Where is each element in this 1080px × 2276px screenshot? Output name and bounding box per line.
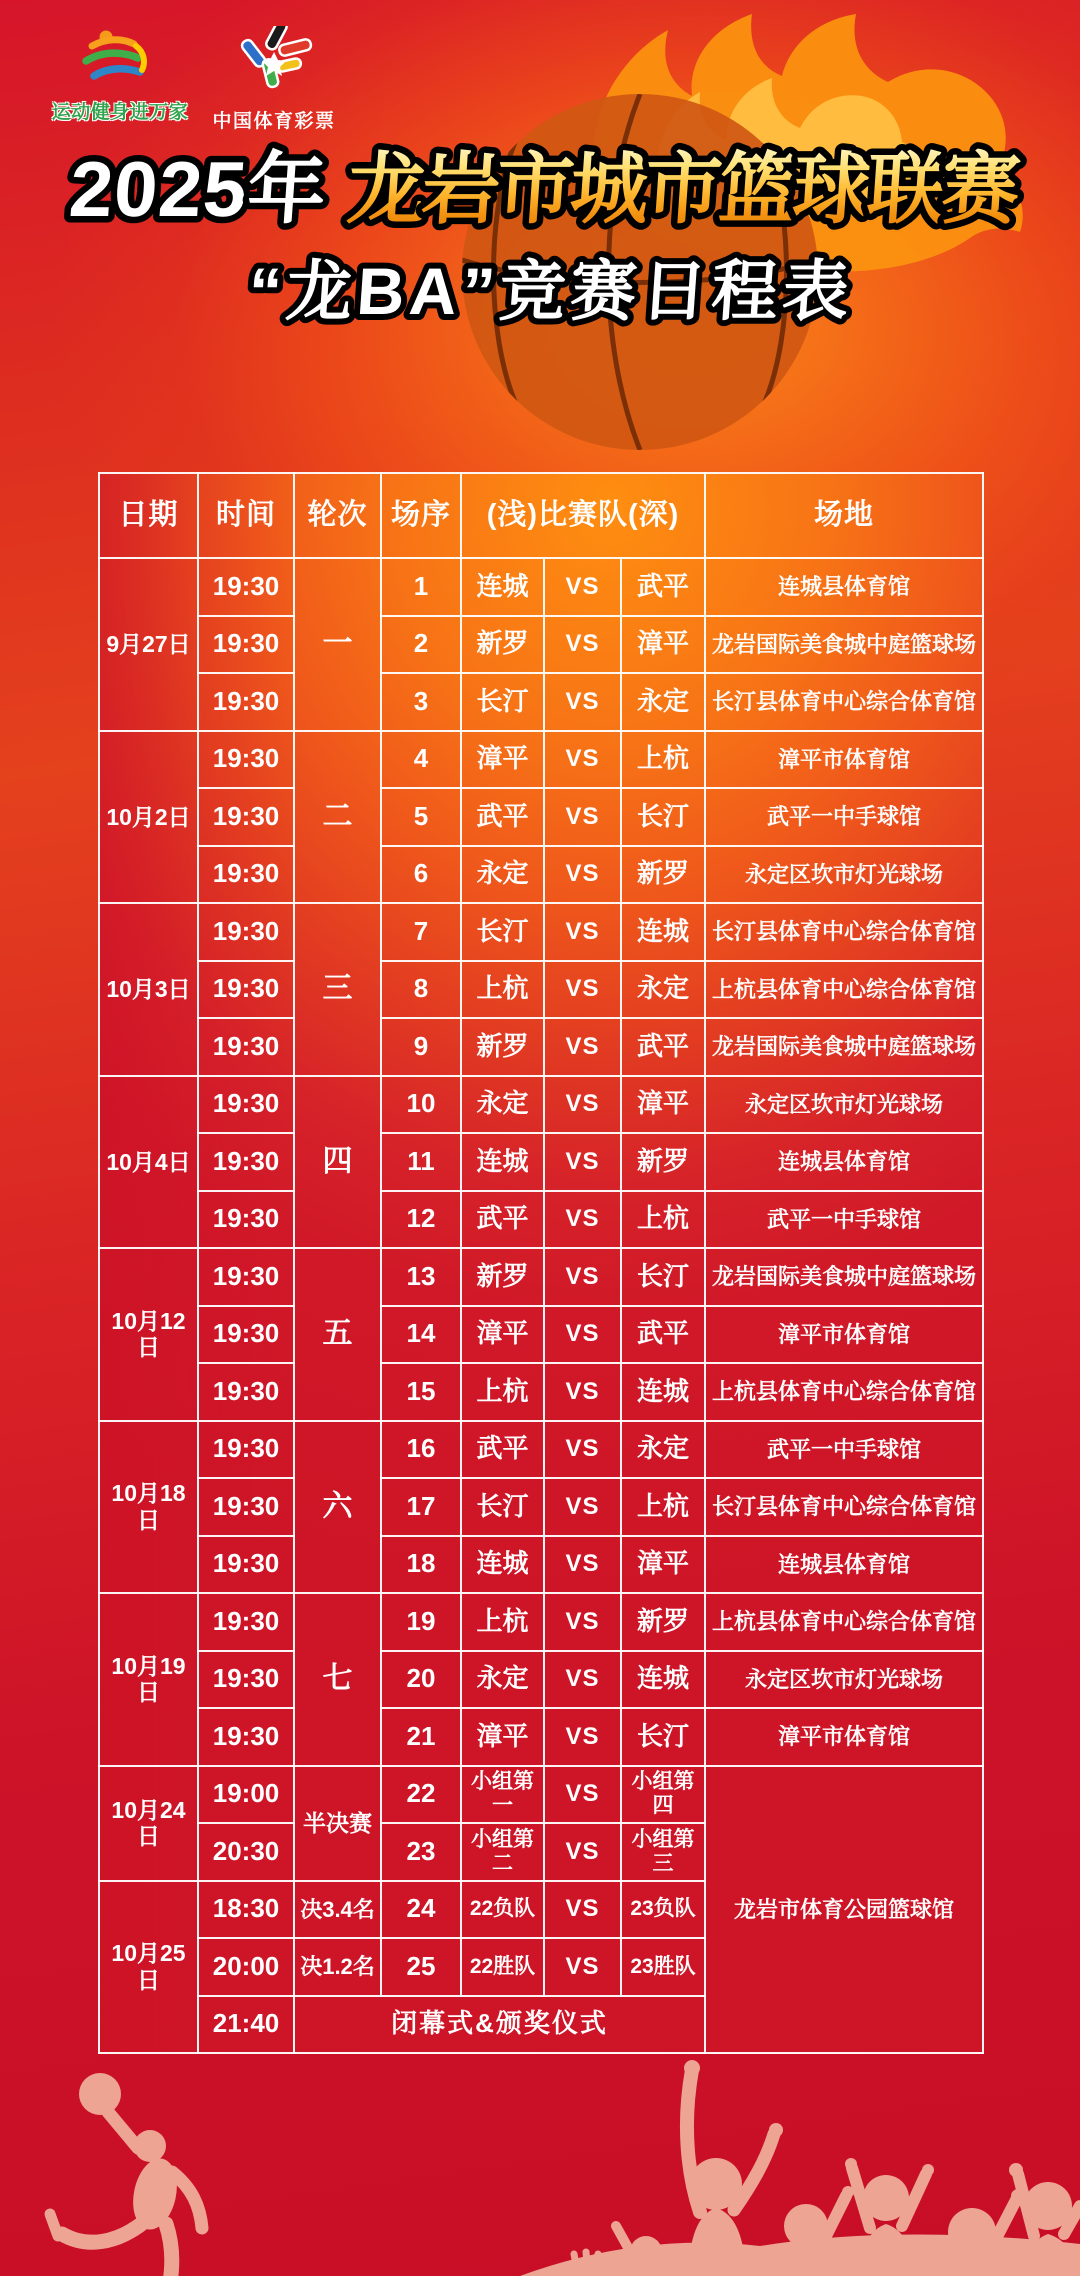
sports-lottery-icon xyxy=(231,26,317,98)
match-number-cell: 23 xyxy=(381,1823,461,1881)
schedule-row xyxy=(99,903,983,961)
time-cell: 19:30 xyxy=(198,1421,294,1479)
team-dark-cell: 漳平 xyxy=(621,1536,705,1594)
schedule-row xyxy=(99,1248,983,1306)
schedule-row xyxy=(99,1593,983,1651)
team-light-cell: 新罗 xyxy=(461,1018,544,1076)
round-cell: 决3.4名 xyxy=(294,1881,381,1939)
match-number-cell: 11 xyxy=(381,1133,461,1191)
match-number-cell: 2 xyxy=(381,616,461,674)
vs-label: VS xyxy=(544,1536,621,1594)
schedule-row xyxy=(99,846,983,904)
schedule-row xyxy=(99,1076,983,1134)
team-light-cell: 上杭 xyxy=(461,1363,544,1421)
sports-lottery-logo xyxy=(198,26,350,133)
match-number-cell: 9 xyxy=(381,1018,461,1076)
match-number-cell: 19 xyxy=(381,1593,461,1651)
round-cell: 五 xyxy=(294,1248,381,1421)
team-dark-cell: 漳平 xyxy=(621,1076,705,1134)
date-cell: 10月19日 xyxy=(99,1593,198,1766)
venue-cell: 漳平市体育馆 xyxy=(705,1306,983,1364)
vs-label: VS xyxy=(544,673,621,731)
team-light-cell: 漳平 xyxy=(461,731,544,789)
closing-ceremony-cell: 闭幕式&颁奖仪式 xyxy=(294,1996,705,2054)
time-cell: 19:00 xyxy=(198,1766,294,1824)
team-light-cell: 小组第一 xyxy=(461,1766,544,1824)
time-cell: 19:30 xyxy=(198,1191,294,1249)
schedule-row xyxy=(99,1191,983,1249)
venue-cell: 永定区坎市灯光球场 xyxy=(705,1651,983,1709)
match-number-cell: 4 xyxy=(381,731,461,789)
venue-cell: 武平一中手球馆 xyxy=(705,1191,983,1249)
match-number-cell: 3 xyxy=(381,673,461,731)
time-cell: 20:30 xyxy=(198,1823,294,1881)
vs-label: VS xyxy=(544,1593,621,1651)
venue-cell: 永定区坎市灯光球场 xyxy=(705,846,983,904)
schedule-row xyxy=(99,1421,983,1479)
venue-cell: 连城县体育馆 xyxy=(705,1133,983,1191)
schedule-header-date: 日期 xyxy=(99,473,198,558)
round-cell: 四 xyxy=(294,1076,381,1249)
match-number-cell: 16 xyxy=(381,1421,461,1479)
time-cell: 21:40 xyxy=(198,1996,294,2054)
venue-cell: 武平一中手球馆 xyxy=(705,788,983,846)
team-dark-cell: 武平 xyxy=(621,1306,705,1364)
team-light-cell: 22胜队 xyxy=(461,1938,544,1996)
team-light-cell: 武平 xyxy=(461,1421,544,1479)
date-cell: 9月27日 xyxy=(99,558,198,731)
venue-cell: 长汀县体育中心综合体育馆 xyxy=(705,903,983,961)
match-number-cell: 8 xyxy=(381,961,461,1019)
time-cell: 19:30 xyxy=(198,1708,294,1766)
time-cell: 19:30 xyxy=(198,558,294,616)
date-cell: 10月2日 xyxy=(99,731,198,904)
match-number-cell: 7 xyxy=(381,903,461,961)
schedule-row xyxy=(99,1018,983,1076)
round-cell: 决1.2名 xyxy=(294,1938,381,1996)
date-cell: 10月3日 xyxy=(99,903,198,1076)
venue-cell: 武平一中手球馆 xyxy=(705,1421,983,1479)
team-light-cell: 漳平 xyxy=(461,1708,544,1766)
vs-label: VS xyxy=(544,1133,621,1191)
match-number-cell: 14 xyxy=(381,1306,461,1364)
schedule-table xyxy=(98,472,984,2054)
time-cell: 19:30 xyxy=(198,961,294,1019)
team-light-cell: 上杭 xyxy=(461,1593,544,1651)
vs-label: VS xyxy=(544,1938,621,1996)
schedule-row xyxy=(99,1536,983,1594)
team-light-cell: 永定 xyxy=(461,846,544,904)
team-dark-cell: 23胜队 xyxy=(621,1938,705,1996)
schedule-row xyxy=(99,558,983,616)
dunking-player-silhouette xyxy=(50,2073,202,2276)
team-dark-cell: 新罗 xyxy=(621,846,705,904)
match-number-cell: 5 xyxy=(381,788,461,846)
match-number-cell: 22 xyxy=(381,1766,461,1824)
title-year: 2025年 xyxy=(66,145,329,233)
title-league: 龙岩市城市篮球联赛 xyxy=(344,145,1023,233)
vs-label: VS xyxy=(544,1306,621,1364)
team-dark-cell: 永定 xyxy=(621,673,705,731)
match-number-cell: 18 xyxy=(381,1536,461,1594)
venue-cell: 连城县体育馆 xyxy=(705,1536,983,1594)
poster-title xyxy=(0,128,1080,348)
schedule-row xyxy=(99,1363,983,1421)
venue-cell: 上杭县体育中心综合体育馆 xyxy=(705,1363,983,1421)
match-number-cell: 20 xyxy=(381,1651,461,1709)
vs-label: VS xyxy=(544,1651,621,1709)
time-cell: 19:30 xyxy=(198,788,294,846)
team-dark-cell: 武平 xyxy=(621,1018,705,1076)
schedule-row xyxy=(99,788,983,846)
time-cell: 19:30 xyxy=(198,1306,294,1364)
schedule-row xyxy=(99,1133,983,1191)
venue-cell: 漳平市体育馆 xyxy=(705,1708,983,1766)
team-dark-cell: 上杭 xyxy=(621,1191,705,1249)
schedule-row xyxy=(99,1306,983,1364)
match-number-cell: 13 xyxy=(381,1248,461,1306)
team-light-cell: 连城 xyxy=(461,558,544,616)
time-cell: 19:30 xyxy=(198,1536,294,1594)
venue-cell: 龙岩国际美食城中庭篮球场 xyxy=(705,1248,983,1306)
time-cell: 19:30 xyxy=(198,731,294,789)
time-cell: 19:30 xyxy=(198,1478,294,1536)
time-cell: 20:00 xyxy=(198,1938,294,1996)
vs-label: VS xyxy=(544,1248,621,1306)
schedule-row xyxy=(99,961,983,1019)
schedule-row xyxy=(99,1478,983,1536)
round-cell: 二 xyxy=(294,731,381,904)
schedule-header-round: 轮次 xyxy=(294,473,381,558)
team-dark-cell: 上杭 xyxy=(621,731,705,789)
team-dark-cell: 新罗 xyxy=(621,1593,705,1651)
match-number-cell: 6 xyxy=(381,846,461,904)
schedule-row xyxy=(99,1766,983,1824)
team-light-cell: 连城 xyxy=(461,1536,544,1594)
team-light-cell: 新罗 xyxy=(461,1248,544,1306)
team-light-cell: 永定 xyxy=(461,1651,544,1709)
schedule-header-venue: 场地 xyxy=(705,473,983,558)
bottom-silhouettes xyxy=(0,2056,1080,2276)
schedule-header-order: 场序 xyxy=(381,473,461,558)
round-cell: 半决赛 xyxy=(294,1766,381,1881)
team-light-cell: 永定 xyxy=(461,1076,544,1134)
schedule-row xyxy=(99,616,983,674)
venue-cell: 龙岩国际美食城中庭篮球场 xyxy=(705,1018,983,1076)
match-number-cell: 12 xyxy=(381,1191,461,1249)
vs-label: VS xyxy=(544,903,621,961)
date-cell: 10月24日 xyxy=(99,1766,198,1881)
team-dark-cell: 漳平 xyxy=(621,616,705,674)
round-cell: 三 xyxy=(294,903,381,1076)
team-dark-cell: 连城 xyxy=(621,1651,705,1709)
venue-cell: 漳平市体育馆 xyxy=(705,731,983,789)
time-cell: 19:30 xyxy=(198,1248,294,1306)
time-cell: 19:30 xyxy=(198,673,294,731)
time-cell: 19:30 xyxy=(198,846,294,904)
schedule-header-teams: (浅)比赛队(深) xyxy=(461,473,705,558)
team-dark-cell: 小组第三 xyxy=(621,1823,705,1881)
time-cell: 19:30 xyxy=(198,1018,294,1076)
time-cell: 19:30 xyxy=(198,616,294,674)
vs-label: VS xyxy=(544,1018,621,1076)
team-light-cell: 小组第二 xyxy=(461,1823,544,1881)
vs-label: VS xyxy=(544,1881,621,1939)
schedule-row xyxy=(99,1708,983,1766)
team-dark-cell: 永定 xyxy=(621,1421,705,1479)
fitness-brand-icon xyxy=(72,28,168,90)
team-dark-cell: 武平 xyxy=(621,558,705,616)
match-number-cell: 10 xyxy=(381,1076,461,1134)
team-dark-cell: 长汀 xyxy=(621,788,705,846)
vs-label: VS xyxy=(544,961,621,1019)
venue-cell: 连城县体育馆 xyxy=(705,558,983,616)
vs-label: VS xyxy=(544,1421,621,1479)
date-cell: 10月12日 xyxy=(99,1248,198,1421)
team-light-cell: 长汀 xyxy=(461,673,544,731)
match-number-cell: 21 xyxy=(381,1708,461,1766)
vs-label: VS xyxy=(544,1478,621,1536)
round-cell: 一 xyxy=(294,558,381,731)
vs-label: VS xyxy=(544,558,621,616)
vs-label: VS xyxy=(544,846,621,904)
match-number-cell: 17 xyxy=(381,1478,461,1536)
venue-cell: 龙岩国际美食城中庭篮球场 xyxy=(705,616,983,674)
title-subtitle: “龙BA”竞赛日程表 xyxy=(245,255,852,329)
team-light-cell: 22负队 xyxy=(461,1881,544,1939)
vs-label: VS xyxy=(544,1363,621,1421)
team-dark-cell: 长汀 xyxy=(621,1248,705,1306)
team-light-cell: 长汀 xyxy=(461,1478,544,1536)
vs-label: VS xyxy=(544,1076,621,1134)
team-light-cell: 漳平 xyxy=(461,1306,544,1364)
team-dark-cell: 永定 xyxy=(621,961,705,1019)
time-cell: 19:30 xyxy=(198,1651,294,1709)
time-cell: 19:30 xyxy=(198,1363,294,1421)
team-dark-cell: 新罗 xyxy=(621,1133,705,1191)
vs-label: VS xyxy=(544,731,621,789)
vs-label: VS xyxy=(544,1766,621,1824)
venue-cell: 永定区坎市灯光球场 xyxy=(705,1076,983,1134)
match-number-cell: 1 xyxy=(381,558,461,616)
team-light-cell: 武平 xyxy=(461,788,544,846)
time-cell: 19:30 xyxy=(198,1133,294,1191)
fitness-brand-logo xyxy=(36,28,204,124)
schedule-row xyxy=(99,1651,983,1709)
schedule-header-time: 时间 xyxy=(198,473,294,558)
crowd-silhouette xyxy=(520,2060,1080,2276)
time-cell: 19:30 xyxy=(198,903,294,961)
team-light-cell: 上杭 xyxy=(461,961,544,1019)
team-light-cell: 连城 xyxy=(461,1133,544,1191)
time-cell: 19:30 xyxy=(198,1076,294,1134)
schedule-row xyxy=(99,731,983,789)
vs-label: VS xyxy=(544,788,621,846)
match-number-cell: 24 xyxy=(381,1881,461,1939)
vs-label: VS xyxy=(544,1823,621,1881)
lottery-logo-label: 中国体育彩票 xyxy=(212,111,336,132)
venue-cell: 长汀县体育中心综合体育馆 xyxy=(705,673,983,731)
round-cell: 七 xyxy=(294,1593,381,1766)
team-dark-cell: 长汀 xyxy=(621,1708,705,1766)
team-light-cell: 武平 xyxy=(461,1191,544,1249)
round-cell: 六 xyxy=(294,1421,381,1594)
venue-cell: 上杭县体育中心综合体育馆 xyxy=(705,961,983,1019)
venue-cell: 长汀县体育中心综合体育馆 xyxy=(705,1478,983,1536)
team-dark-cell: 23负队 xyxy=(621,1881,705,1939)
date-cell: 10月4日 xyxy=(99,1076,198,1249)
team-light-cell: 长汀 xyxy=(461,903,544,961)
venue-cell: 上杭县体育中心综合体育馆 xyxy=(705,1593,983,1651)
date-cell: 10月18日 xyxy=(99,1421,198,1594)
team-light-cell: 新罗 xyxy=(461,616,544,674)
fitness-logo-label: 运动健身进万家 xyxy=(51,102,189,123)
team-dark-cell: 小组第四 xyxy=(621,1766,705,1824)
match-number-cell: 15 xyxy=(381,1363,461,1421)
team-dark-cell: 连城 xyxy=(621,1363,705,1421)
time-cell: 18:30 xyxy=(198,1881,294,1939)
vs-label: VS xyxy=(544,1191,621,1249)
date-cell: 10月25日 xyxy=(99,1881,198,2054)
vs-label: VS xyxy=(544,1708,621,1766)
vs-label: VS xyxy=(544,616,621,674)
time-cell: 19:30 xyxy=(198,1593,294,1651)
match-number-cell: 25 xyxy=(381,1938,461,1996)
schedule-row xyxy=(99,673,983,731)
finals-venue-cell: 龙岩市体育公园篮球馆 xyxy=(705,1766,983,2054)
team-dark-cell: 连城 xyxy=(621,903,705,961)
team-dark-cell: 上杭 xyxy=(621,1478,705,1536)
